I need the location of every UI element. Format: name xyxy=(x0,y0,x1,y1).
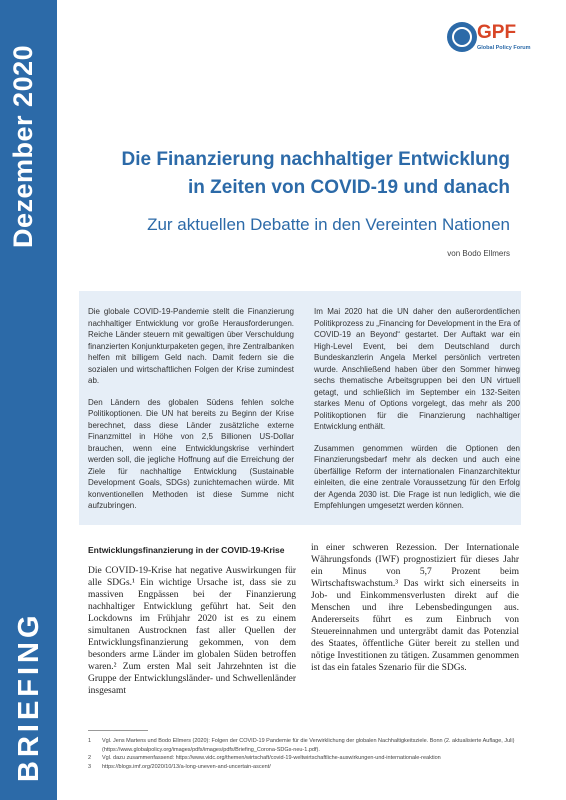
body-left-column xyxy=(88,565,296,697)
briefing-label: BRIEFING xyxy=(13,611,45,782)
abstract-paragraph: Die globale COVID-19-Pandemie stellt die Finanzierung nachhaltiger Entwicklung vor große Herausforderungen. Reiche Länder steuern mit gewaltigen über Verschuldung finanzierten Konjunkturpaketen gegen, ihre Zentralbanken helfen mit billigem Geld nach. Damit federn sie die sozialen und wirtschaftlichen Folgen der Krise zumindest ab. xyxy=(88,307,294,385)
footnote-text: Vgl. Jens Martens und Bodo Ellmers (2020): Folgen der COVID-19 Pandemie für die Verwirklichung der globalen Nachhaltigkeitsziele. Bonn (2. aktualisierte Auflage, Juli) (https://www.globalpolicy.org/images/pdfs/images/pdfs/Briefing_Corona-SDGs-neu-1.pdf). xyxy=(102,738,515,753)
abstract-paragraph: Im Mai 2020 hat die UN daher den außerordentlichen Politikprozess zu „Financing for Development in the Era of COVID-19 an Beyond“ gestartet. Der Auftakt war ein High-Level Event, bei dem Deutschland durch Bundeskanzlerin Angela Merkel persönlich vertreten wurde. Anschließend haben über den Sommer hinweg sechs thematische Arbeitsgruppen bei den UN virtuell getagt, und schließlich im September ein 132-Seiten starkes Menu of Options vorgelegt, das mehr als 200 Politikoptionen für die Finanzierung nachhaltiger Entwicklung enthält. xyxy=(314,307,520,431)
footnotes xyxy=(88,737,518,771)
title-line-1: Die Finanzierung nachhaltiger Entwicklung xyxy=(121,149,510,170)
body-paragraph: Die COVID-19-Krise hat negative Auswirkungen für alle SDGs.¹ Ein wichtige Ursache ist, dass sie zu massiven Engpässen bei der Finanzierung nachhaltiger Entwicklung geführt hat. Seit den Lockdowns im Frühjahr 2020 ist es zu einem simultanen Austrocknen fast aller Quellen der Entwicklungsfinanzierung gekommen, von dem besonders arme Länder im globalen Süden betroffen waren.² Zum ersten Mal seit Jahrzehnten ist die Gruppe der Entwicklungsländer- und Schwellenländer insgesamt xyxy=(88,566,296,696)
abstract-right-column xyxy=(314,306,520,522)
footnote-text: https://blogs.imf.org/2020/10/13/a-long-uneven-and-uncertain-ascent/ xyxy=(102,763,271,770)
sidebar-band xyxy=(0,0,57,800)
footnote xyxy=(88,763,518,772)
logo-name: Global Policy Forum xyxy=(477,45,531,51)
footnote xyxy=(88,754,518,763)
abstract-left-column xyxy=(88,306,294,522)
body-paragraph: in einer schweren Rezession. Der Internationale Währungsfonds (IWF) prognostiziert für dieses Jahr ein Minus von 5,7 Prozent beim Wirtschaftswachstum.³ Das wirkt sich einerseits in Job- und Einkommensverlusten direkt auf die Menschen und ihre Lebensbedingungen aus. Andererseits führt es zum Einbruch von Steuereinnahmen und untergräbt damit das Potenzial des Staates, öffentliche Güter bereit zu stellen und nötige Investitionen zu tätigen. Zusammen genommen ist das ein fatales Szenario für die SDGs. xyxy=(311,543,519,673)
abstract-paragraph: Zusammen genommen würden die Optionen den Finanzierungsbedarf mehr als decken und auch eine überfällige Reform der internationalen Finanzarchitektur einleiten, die eine zentrale Voraussetzung für den Erfolg der Agenda 2030 ist. Die Frage ist nun lediglich, wie die Empfehlungen umgesetzt werden können. xyxy=(314,443,520,510)
footnote-divider xyxy=(88,730,148,731)
body-right-column xyxy=(311,542,519,674)
logo-letters: GPF xyxy=(477,22,517,43)
footnote-number: 2 xyxy=(88,755,92,761)
page-title xyxy=(70,146,510,202)
footnote xyxy=(88,737,518,754)
title-line-2: in Zeiten von COVID-19 und danach xyxy=(188,177,510,198)
gpf-logo xyxy=(447,20,547,60)
briefing-date: Dezember 2020 xyxy=(8,44,38,248)
footnote-number: 1 xyxy=(88,738,92,744)
abstract-paragraph: Den Ländern des globalen Südens fehlen solche Politikoptionen. Die UN hat bereits zu Beginn der Krise berechnet, dass diese Länder zusätzliche externe Finanzmittel in Höhe von 2,5 Billionen US-Dollar brauchen, wenn eine Entwicklungskrise verhindert werden soll, die jegliche Hoffnung auf die Erreichung der Ziele für nachhaltige Entwicklung (Sustainable Development Goals, SDGs) zunichtemachen würde. Mit konventionellen Methoden ist diese Summe nicht aufzubringen. xyxy=(88,397,294,510)
page-subtitle: Zur aktuellen Debatte in den Vereinten Nationen xyxy=(147,215,510,234)
author-line: von Bodo Ellmers xyxy=(447,249,510,258)
footnote-text: Vgl. dazu zusammenfassend: https://www.vidc.org/themen/wirtschaft/covid-19-weltwirtschaftliche-auswirkungen-und-internationale-reaktion xyxy=(102,755,441,761)
globe-icon xyxy=(447,22,477,52)
section-heading: Entwicklungsfinanzierung in der COVID-19-Krise xyxy=(88,545,285,555)
footnote-number: 3 xyxy=(88,763,92,770)
